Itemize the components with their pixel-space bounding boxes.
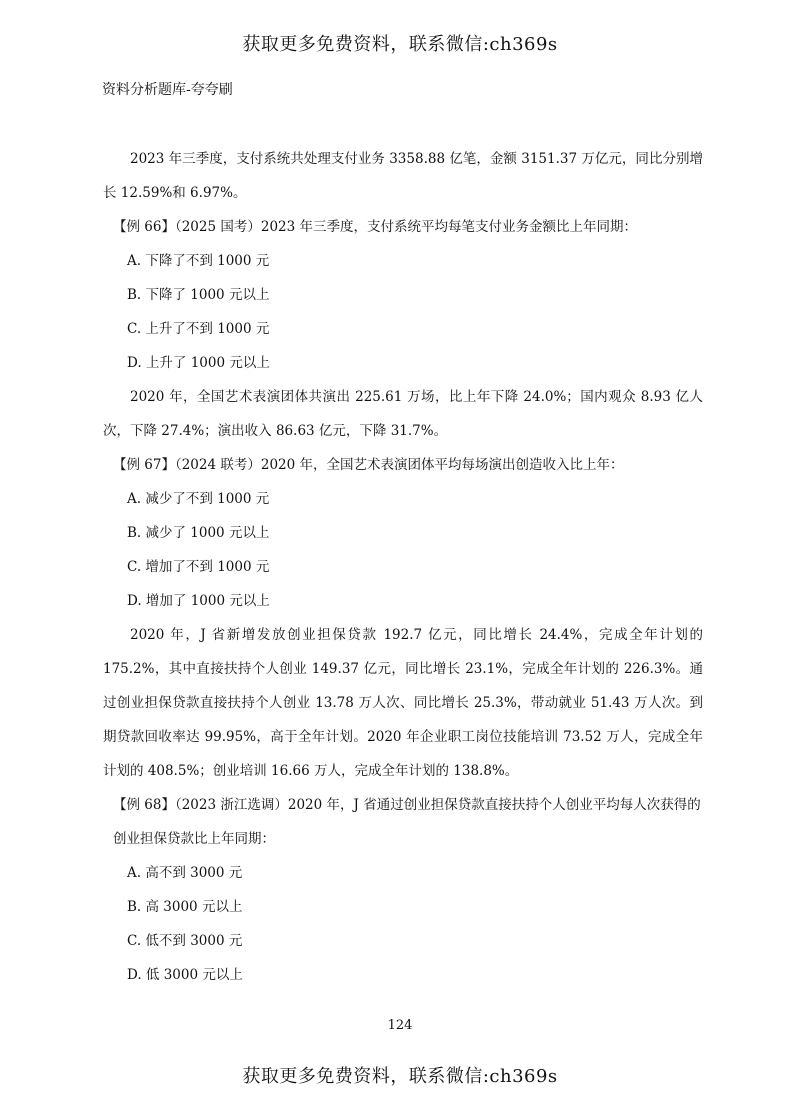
option-a: A. 减少了不到 1000 元: [127, 491, 270, 507]
option-d: D. 上升了 1000 元以上: [127, 355, 270, 371]
page-content: [103, 142, 703, 992]
option-b: B. 下降了 1000 元以上: [127, 287, 270, 303]
option-a: A. 下降了不到 1000 元: [127, 253, 270, 269]
option-b: B. 高 3000 元以上: [127, 899, 243, 915]
option-c: C. 上升了不到 1000 元: [127, 321, 270, 337]
question-block-68: [103, 618, 703, 992]
option-b: B. 减少了 1000 元以上: [127, 525, 270, 541]
option-c: C. 低不到 3000 元: [127, 933, 243, 949]
question-block-67: [103, 380, 703, 618]
question-stem-67: 【例 67】（2024 联考）2020 年，全国艺术表演团体平均每场演出创造收入比上年：: [113, 457, 624, 473]
passage-paragraph: 2020 年，全国艺术表演团体共演出 225.61 万场，比上年下降 24.0%；国内观众 8.93 亿人次，下降 27.4%；演出收入 86.63 亿元，下降 31.7%。: [103, 389, 703, 439]
option-d: D. 增加了 1000 元以上: [127, 593, 270, 609]
page-number: 124: [387, 1018, 413, 1033]
question-stem-66: 【例 66】（2025 国考）2023 年三季度，支付系统平均每笔支付业务金额比上年同期：: [113, 219, 638, 235]
question-block-66: [103, 142, 703, 380]
option-a: A. 高不到 3000 元: [127, 865, 243, 881]
option-d: D. 低 3000 元以上: [127, 967, 243, 983]
watermark-banner-bottom: 获取更多免费资料，联系微信:ch369s: [242, 1066, 558, 1087]
document-header: 资料分析题库-夸夸刷: [102, 82, 233, 98]
passage-paragraph: 2020 年，J 省新增发放创业担保贷款 192.7 亿元，同比增长 24.4%，完成全年计划的 175.2%，其中直接扶持个人创业 149.37 亿元，同比增长 23.1%，完成全年计划的 226.3%。通过创业担保贷款直接扶持个人创业 13.78 万人次、同比增长 25.3%，带动就业 51.43 万人次。到期贷款回收率达 99.95%，高于全年计划。2020 年企业职工岗位技能培训 73.52 万人，完成全年计划的 408.5%；创业培训 16.66 万人，完成全年计划的 138.8%。: [103, 627, 703, 779]
question-stem-68: 【例 68】（2023 浙江选调）2020 年，J 省通过创业担保贷款直接扶持个人创业平均每人次获得的创业担保贷款比上年同期：: [113, 797, 701, 847]
passage-paragraph: 2023 年三季度，支付系统共处理支付业务 3358.88 亿笔，金额 3151.37 万亿元，同比分别增长 12.59%和 6.97%。: [103, 151, 703, 201]
watermark-banner-top: 获取更多免费资料，联系微信:ch369s: [242, 34, 558, 55]
option-c: C. 增加了不到 1000 元: [127, 559, 270, 575]
